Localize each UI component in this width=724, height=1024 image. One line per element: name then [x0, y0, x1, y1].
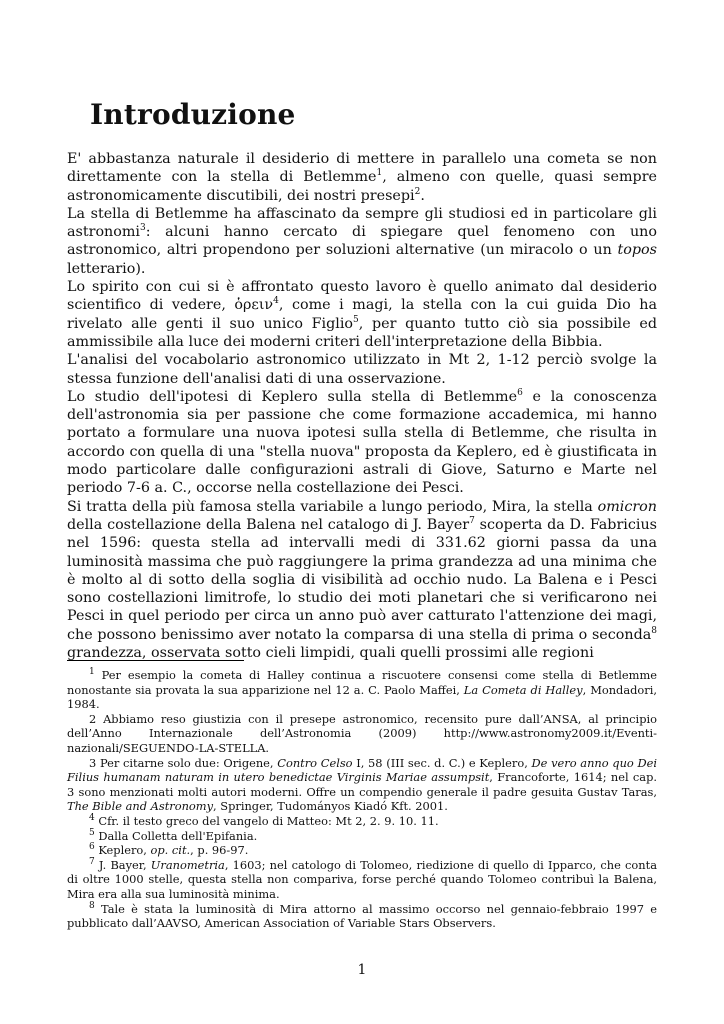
footnote-3-text-c: , Francoforte, 1614; nel cap. 3 sono menzionati molti autori moderni. Offre un compendio generale il padre gesuita Gustav Taras, — [67, 770, 657, 799]
paragraph-5 — [67, 388, 657, 498]
footnote-divider — [67, 660, 244, 661]
footnote-ref-4: 4 — [273, 296, 279, 307]
footnote-ref-3: 3 — [140, 223, 146, 234]
footnote-1-text-a: Per esempio la cometa di Halley continua a riscuotere consensi come stella di Betlemme nonostante sia provata la sua apparizione nel 12 a. C. Paolo Maffei, — [67, 668, 657, 697]
paragraph-3-text-c: , per quanto tutto ciò sia possibile ed ammissibile alla luce dei moderni criteri dell'interpretazione della Bibbia. — [67, 315, 657, 350]
paragraph-3-text-a: Lo spirito con cui si è affrontato questo lavoro è quello animato dal desiderio scientifico di vedere, ὁρειν — [67, 279, 657, 314]
paragraph-6-text-d: grandezza, osservata sotto cieli limpidi, quali quelli prossimi alle regioni — [67, 645, 594, 662]
footnote-6-text-b: , p. 96-97. — [190, 843, 249, 858]
paragraph-1-text-a: E' abbastanza naturale il desiderio di mettere in parallelo una cometa se non direttamente con la stella di Betlemme — [67, 151, 657, 186]
footnote-6-text-a: Keplero, — [94, 843, 151, 858]
paragraph-5-text-b: e la conoscenza dell'astronomia sia per passione che come formazione accademica, mi hanno portato a formulare una nuova ipotesi sulla stella di Betlemme, che risulta in accordo con quella di una "stella nuova" proposta da Keplero, ed è giustificata in modo particolare dalle configurazioni astrali di Giove, Saturno e Marte nel periodo 7-6 a. C., occorse nella costellazione dei Pesci. — [67, 388, 657, 497]
paragraph-1 — [67, 150, 657, 205]
footnote-7 — [67, 858, 657, 902]
footnote-3-text-b: I, 58 (III sec. d. C.) e Keplero, — [352, 755, 532, 770]
footnote-7-text-a: J. Bayer, — [94, 857, 151, 872]
page-number: 1 — [357, 962, 367, 978]
footnote-4-number: 4 — [89, 813, 95, 824]
footnote-7-number: 7 — [89, 856, 95, 867]
footnote-3-text-d: , Springer, Tudományos Kiadó Kft. 2001. — [213, 799, 448, 814]
footnote-5-text: Dalla Colletta dell'Epifania. — [94, 828, 258, 843]
footnote-ref-6: 6 — [517, 388, 523, 399]
paragraph-1-text-b: , almeno con quelle, quasi sempre astronomicamente discutibili, dei nostri presepi — [67, 169, 657, 204]
footnote-1-number: 1 — [89, 667, 95, 678]
paragraph-6-text-c: scoperta da D. Fabricius nel 1596: questa stella ad intervalli medi di 331.62 giorni passa da una luminosità massima che può raggiungere la prima grandezza ad una minima che è molto al di sotto della soglia di visibilità ad occhio nudo. La Balena e i Pesci sono costellazioni limitrofe, lo studio dei moti planetari che si verificarono nei Pesci in quel periodo per circa un anno può aver catturato l'attenzione dei magi, che possono benissimo aver notato la comparsa di una stella di prima o seconda — [67, 516, 657, 643]
footnote-7-title: Uranometria — [150, 857, 225, 872]
footnote-5-number: 5 — [89, 827, 95, 838]
footnote-6-number: 6 — [89, 842, 95, 853]
footnote-3-title-3: The Bible and Astronomy — [67, 799, 214, 814]
footnote-8 — [67, 902, 657, 931]
footnote-1-title: La Cometa di Halley — [463, 682, 583, 697]
footnote-8-text: Tale è stata la luminosità di Mira attorno al massimo occorso nel gennaio-febbraio 1997 e pubblicato dall’AAVSO, American Association of Variable Stars Observers. — [67, 901, 657, 931]
paragraph-6-text-b: della costellazione della Balena nel catalogo di J. Bayer — [67, 516, 470, 533]
paragraph-2 — [67, 205, 657, 278]
paragraph-5-text-a: Lo studio dell'ipotesi di Keplero sulla stella di Betlemme — [67, 388, 518, 405]
footnote-1-text-b: , Mondadori, 1984. — [67, 682, 657, 712]
footnote-4 — [67, 814, 657, 829]
footnote-2: 2 Abbiamo reso giustizia con il presepe astronomico, recensito pure dall’ANSA, al principio dell’Anno Internazionale dell’Astronomia (2009) http://www.astronomy2009.it/Eventi-nazionali/SEGUENDO-LA-STELLA. — [67, 711, 657, 755]
topos-italic: topos — [617, 242, 657, 259]
paragraph-6-text-a: Si tratta della più famosa stella variabile a lungo periodo, Mira, la stella — [67, 498, 598, 515]
footnote-7-text-b: , 1603; nel catologo di Tolomeo, riedizione di quello di Ipparco, che conta di oltre 1000 stelle, questa stella non compariva, forse perché quando Tolomeo contribuì la Balena, Mira era alla sua luminosità minima. — [67, 857, 657, 901]
footnote-ref-1: 1 — [376, 168, 383, 179]
footnote-3-text-a: 3 Per citarne solo due: Origene, — [89, 755, 278, 770]
omicron-italic: omicron — [597, 498, 657, 515]
footnote-4-text: Cfr. il testo greco del vangelo di Matteo: Mt 2, 2. 9. 10. 11. — [94, 813, 439, 828]
section-title: Introduzione — [90, 98, 296, 131]
paragraph-3-text-b: , come i magi, la stella con la cui guida Dio ha rivelato alle genti il suo unico Figlio — [67, 297, 657, 332]
footnotes — [67, 668, 657, 931]
footnote-ref-8: 8 — [651, 625, 657, 636]
paragraph-1-text-c: . — [420, 187, 425, 204]
paragraph-4: L'analisi del vocabolario astronomico utilizzato in Mt 2, 1-12 perciò svolge la stessa funzione dell'analisi dati di una osservazione. — [67, 352, 657, 387]
paragraph-2-text-a: La stella di Betlemme ha affascinato da sempre gli studiosi ed in particolare gli astronomi — [67, 205, 657, 241]
footnote-3-title-2: De vero anno quo Dei Filius humanam naturam in utero benedictae Virginis Mariae assumpsit — [67, 755, 657, 785]
footnote-ref-5: 5 — [353, 314, 359, 325]
paragraph-2-text-c: letterario). — [67, 260, 146, 277]
footnote-6-title: op. cit. — [150, 843, 191, 858]
paragraph-2-text-b: : alcuni hanno cercato di spiegare quel fenomeno con uno astronomico, altri propendono per soluzioni alternative (un miracolo o un — [67, 224, 657, 259]
footnote-1 — [67, 668, 657, 712]
paragraph-6 — [67, 498, 657, 663]
paragraph-3 — [67, 278, 657, 351]
footnote-3-title-1: Contro Celso — [277, 755, 353, 770]
footnote-ref-7: 7 — [469, 516, 475, 527]
footnote-6 — [67, 843, 657, 858]
footnote-5 — [67, 829, 657, 844]
footnote-ref-2: 2 — [414, 186, 421, 197]
body-text — [67, 150, 657, 662]
footnote-3 — [67, 756, 657, 814]
footnote-8-number: 8 — [89, 900, 95, 911]
